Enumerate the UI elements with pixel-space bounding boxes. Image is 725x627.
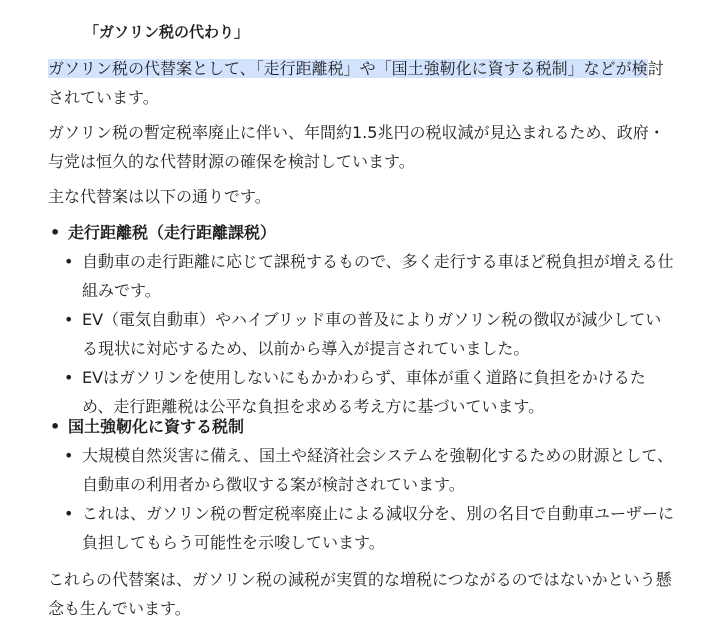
- section-resilience-tax: [48, 412, 688, 557]
- lead-paragraph: [48, 54, 668, 112]
- paragraph-alternatives-intro: 主な代替案は以下の通りです。: [48, 187, 271, 206]
- conclusion-paragraph: これらの代替案は、ガソリン税の減税が実質的な増税につながるのではないかという懸念も生んでいます。: [48, 570, 672, 618]
- list-item-text: 大規模自然災害に備え、国土や経済社会システムを強靭化するための財源として、自動車の利用者から徴収する案が検討されています。: [82, 446, 674, 494]
- list-item: [48, 305, 674, 363]
- bullet-icon: •: [64, 504, 74, 523]
- bullet-icon: •: [64, 446, 74, 465]
- bullet-icon: •: [50, 223, 61, 242]
- bullet-icon: •: [64, 310, 74, 329]
- lead-text-rest: 討されています。: [48, 59, 664, 107]
- section-title-text: 国土強靭化に資する税制: [68, 417, 245, 436]
- paragraph-tax-revenue: ガソリン税の暫定税率廃止に伴い、年間約1.5兆円の税収減が見込まれるため、政府・与党は恒久的な代替財源の確保を検討しています。: [48, 123, 665, 171]
- section-mileage-tax: [48, 218, 688, 421]
- highlighted-text[interactable]: ガソリン税の代替案として、「走行距離税」や「国土強靭化に資する税制」などが検: [48, 59, 648, 78]
- list-item: [48, 441, 674, 499]
- list-item-text: EV（電気自動車）やハイブリッド車の普及によりガソリン税の徴収が減少している現状に対応するため、以前から導入が提言されていました。: [82, 310, 662, 358]
- heading: 「ガソリン税の代わり」: [84, 23, 250, 41]
- bullet-icon: •: [50, 417, 61, 436]
- section-title: [48, 412, 688, 441]
- list-item-text: これは、ガソリン税の暫定税率廃止による減収分を、別の名目で自動車ユーザーに負担してもらう可能性を示唆しています。: [82, 504, 675, 552]
- section-title: [48, 218, 688, 247]
- bullet-icon: •: [64, 252, 74, 271]
- bullet-icon: •: [64, 368, 74, 387]
- list-item-text: 自動車の走行距離に応じて課税するもので、多く走行する車ほど税負担が増える仕組みです。: [82, 252, 674, 300]
- section-title-text: 走行距離税（走行距離課税）: [68, 223, 277, 242]
- list-item: [48, 499, 674, 557]
- list-item-text: EVはガソリンを使用しないにもかかわらず、車体が重く道路に負担をかけるため、走行距離税は公平な負担を求める考え方に基づいています。: [82, 368, 646, 416]
- list-item: [48, 247, 674, 305]
